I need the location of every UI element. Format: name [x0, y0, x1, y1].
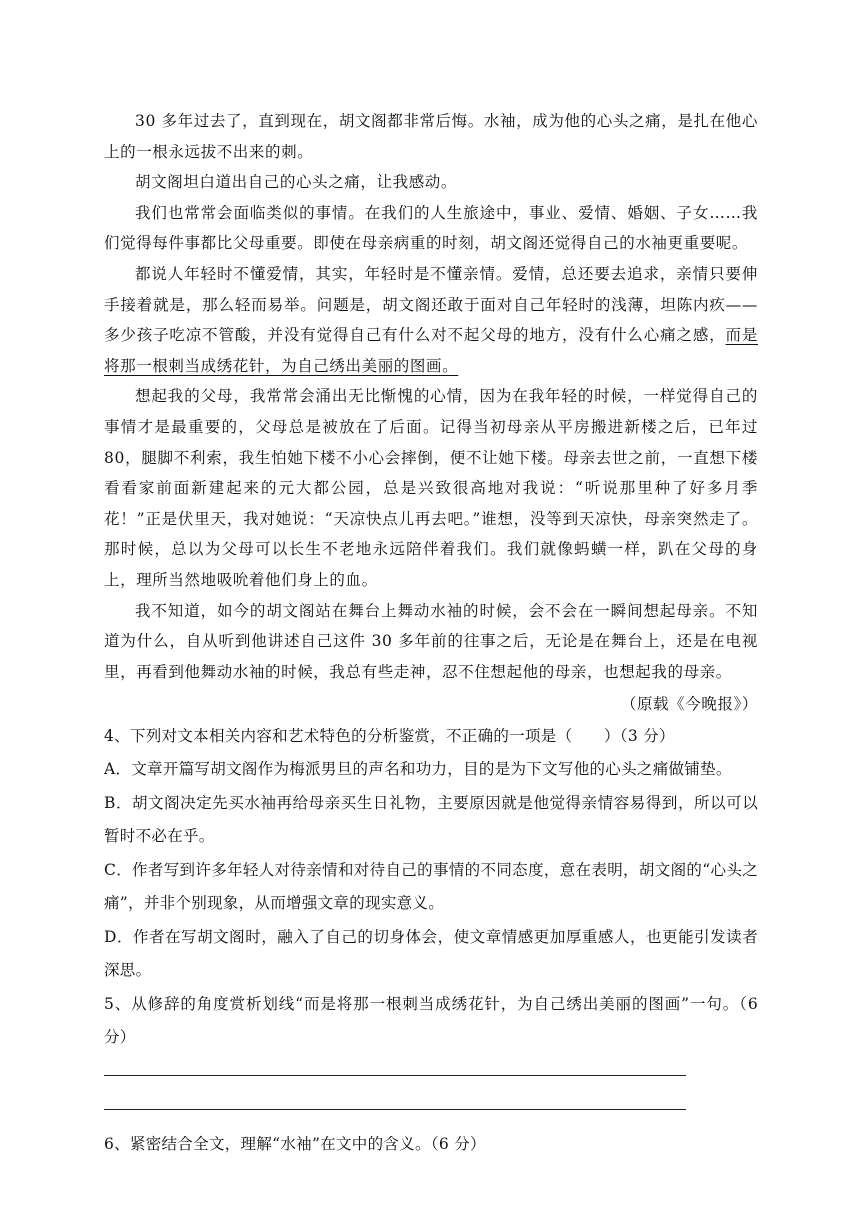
paragraph-4-text: 都说人年轻时不懂爱情，其实，年轻时是不懂亲情。爱情，总还要去追求，亲情只要伸手接着就是，那么轻而易举。问题是，胡文阁还敢于面对自己年轻时的浅薄，坦陈内疚——多少孩子吃凉不管酸，并没有觉得自己有什么对不起父母的地方，没有什么心痛之感，	[104, 264, 758, 345]
article-paragraph-5: 想起我的父母，我常常会涌出无比惭愧的心情，因为在我年轻的时候，一样觉得自己的事情才是最重要的，父母总是被放在了后面。记得当初母亲从平房搬进新楼之后，已年过 80，腿脚不利索，我生怕她下楼不小心会摔倒，便不让她下楼。母亲去世之前，一直想下楼看看家前面新建起来的元大都公园，总是兴致很高地对我说：“听说那里种了好多月季花！”正是伏里天，我对她说：“天凉快点儿再去吧。”谁想，没等到天凉快，母亲突然走了。那时候，总以为父母可以长生不老地永远陪伴着我们。我们就像蚂蟥一样，趴在父母的身上，理所当然地吸吮着他们身上的血。	[104, 387, 758, 589]
question-4-option-b: B．胡文阁决定先买水袖再给母亲买生日礼物，主要原因就是他觉得亲情容易得到，所以可以暂时不必在乎。	[104, 793, 758, 846]
answer-line-2[interactable]	[104, 1109, 686, 1110]
page-content	[104, 106, 758, 1161]
article-paragraph-4	[104, 259, 758, 381]
article-paragraph-2: 胡文阁坦白道出自己的心头之痛，让我感动。	[135, 173, 458, 192]
question-6-stem: 6、紧密结合全文，理解“水袖”在文中的含义。（6 分）	[104, 1134, 486, 1153]
article-paragraph-1: 30 多年过去了，直到现在，胡文阁都非常后悔。水袖，成为他的心头之痛，是扎在他心上的一根永远拔不出来的刺。	[104, 112, 758, 161]
question-4-option-c: C．作者写到许多年轻人对待亲情和对待自己的事情的不同态度，意在表明，胡文阁的“心头之痛”，并非个别现象，从而增强文章的现实意义。	[104, 860, 758, 913]
question-4-option-a: A．文章开篇写胡文阁作为梅派男旦的声名和功力，目的是为下文写他的心头之痛做铺垫。	[104, 760, 732, 779]
answer-line-1[interactable]	[104, 1075, 686, 1076]
question-4-option-d: D．作者在写胡文阁时，融入了自己的切身体会，使文章情感更加厚重感人，也更能引发读者深思。	[104, 927, 758, 980]
article-source: （原载《今晚报》）	[620, 695, 758, 714]
underlined-sentence: 而是将那一根刺当成绣花针，为自己绣出美丽的图画。	[104, 326, 758, 375]
article-paragraph-6: 我不知道，如今的胡文阁站在舞台上舞动水袖的时候，会不会在一瞬间想起母亲。不知道为什么，自从听到他讲述自己这件 30 多年前的往事之后，无论是在舞台上，还是在电视里，再看到他舞动水袖的时候，我总有些走神，忍不住想起他的母亲，也想起我的母亲。	[104, 601, 758, 681]
question-4-stem: 4、下列对文本相关内容和艺术特色的分析鉴赏，不正确的一项是（ ）（3 分）	[104, 726, 675, 745]
question-5-stem: 5、从修辞的角度赏析划线“而是将那一根刺当成绣花针，为自己绣出美丽的图画”一句。（6 分）	[104, 994, 758, 1047]
article-paragraph-3: 我们也常常会面临类似的事情。在我们的人生旅途中，事业、爱情、婚姻、子女……我们觉得每件事都比父母重要。即使在母亲病重的时刻，胡文阁还觉得自己的水袖更重要呢。	[104, 203, 758, 253]
